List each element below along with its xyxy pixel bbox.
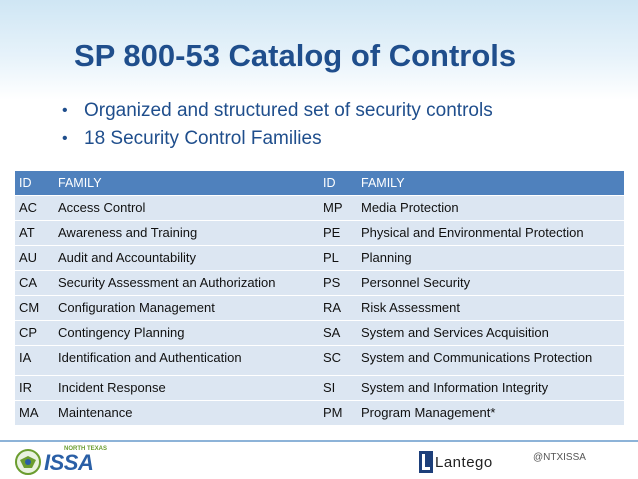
cell-family: Identification and Authentication: [54, 346, 319, 376]
issa-logo-text: ISSA: [44, 450, 94, 475]
table-row: [15, 196, 624, 221]
bullet-item: [62, 97, 493, 125]
cell-family: Planning: [357, 246, 624, 271]
cell-id: CM: [15, 296, 54, 321]
cell-id: SA: [319, 321, 357, 346]
footer-divider: [0, 440, 638, 442]
issa-globe-icon: [14, 448, 42, 476]
bullet-item: [62, 125, 493, 153]
cell-family: System and Information Integrity: [357, 376, 624, 401]
table-row: [15, 246, 624, 271]
header-id: ID: [319, 171, 357, 196]
table-row: [15, 376, 624, 401]
cell-family: Risk Assessment: [357, 296, 624, 321]
cell-id: CP: [15, 321, 54, 346]
cell-family: System and Communications Protection: [357, 346, 624, 376]
header-id: ID: [15, 171, 54, 196]
cell-id: PM: [319, 401, 357, 426]
bullet-icon: •: [62, 102, 68, 119]
lantego-logo-text: Lantego: [435, 454, 493, 471]
cell-family: Physical and Environmental Protection: [357, 221, 624, 246]
cell-id: MA: [15, 401, 54, 426]
issa-logo-subtext: NORTH TEXAS: [64, 446, 108, 452]
issa-logo: [14, 446, 122, 478]
cell-family: Program Management*: [357, 401, 624, 426]
cell-family: Contingency Planning: [54, 321, 319, 346]
cell-family: System and Services Acquisition: [357, 321, 624, 346]
table-row: [15, 346, 624, 376]
cell-family: Configuration Management: [54, 296, 319, 321]
cell-family: Personnel Security: [357, 271, 624, 296]
cell-id: AC: [15, 196, 54, 221]
bullet-icon: •: [62, 130, 68, 147]
table-row: [15, 221, 624, 246]
cell-family: Audit and Accountability: [54, 246, 319, 271]
cell-family: Maintenance: [54, 401, 319, 426]
lantego-logo: [419, 451, 503, 473]
cell-family: Access Control: [54, 196, 319, 221]
control-families-table: [15, 171, 624, 425]
table-row: [15, 271, 624, 296]
cell-id: PE: [319, 221, 357, 246]
header-family: FAMILY: [54, 171, 319, 196]
table-header-row: [15, 171, 624, 196]
bullet-text: Organized and structured set of security controls: [84, 100, 493, 121]
lantego-mark-icon: [419, 451, 433, 473]
cell-id: RA: [319, 296, 357, 321]
social-handle: @NTXISSA: [533, 452, 586, 463]
cell-family: Media Protection: [357, 196, 624, 221]
bullet-text: 18 Security Control Families: [84, 128, 322, 149]
bullet-list: [62, 97, 493, 153]
cell-family: Incident Response: [54, 376, 319, 401]
table-row: [15, 401, 624, 426]
table-row: [15, 321, 624, 346]
cell-id: AT: [15, 221, 54, 246]
header-family: FAMILY: [357, 171, 624, 196]
cell-id: SI: [319, 376, 357, 401]
cell-family: Security Assessment an Authorization: [54, 271, 319, 296]
cell-id: PL: [319, 246, 357, 271]
cell-family: Awareness and Training: [54, 221, 319, 246]
cell-id: MP: [319, 196, 357, 221]
cell-id: SC: [319, 346, 357, 376]
table-row: [15, 296, 624, 321]
cell-id: IR: [15, 376, 54, 401]
cell-id: AU: [15, 246, 54, 271]
cell-id: CA: [15, 271, 54, 296]
cell-id: PS: [319, 271, 357, 296]
cell-id: IA: [15, 346, 54, 376]
slide-title: SP 800-53 Catalog of Controls: [74, 38, 517, 73]
